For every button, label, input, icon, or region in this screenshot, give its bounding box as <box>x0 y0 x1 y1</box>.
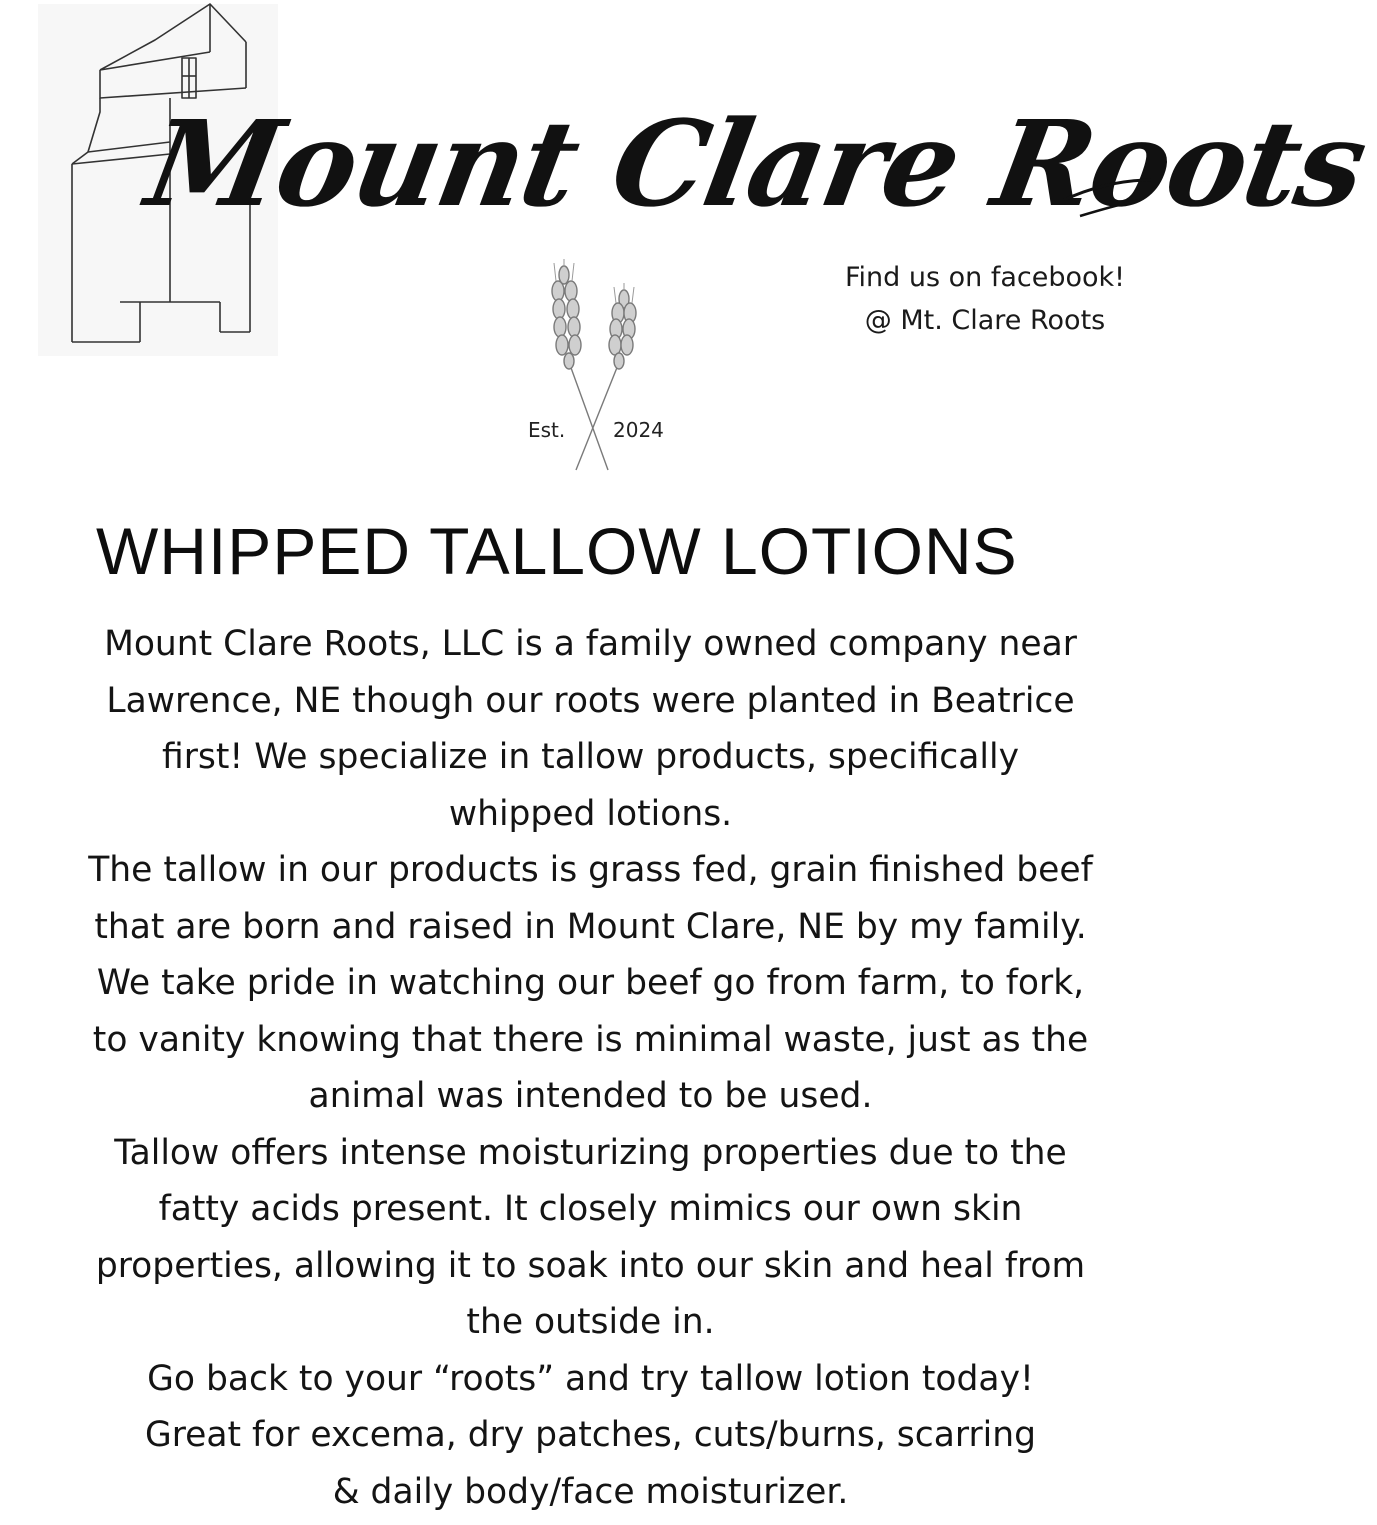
facebook-info <box>800 256 1170 342</box>
est-year: 2024 <box>613 418 664 442</box>
body-line: the outside in. <box>466 1302 715 1342</box>
body-text <box>20 616 1161 1520</box>
body-line: whipped lotions. <box>448 793 733 834</box>
body-line: to vanity knowing that there is minimal waste, just as the <box>92 1019 1089 1060</box>
body-line: Mount Clare Roots, LLC is a family owned company near <box>104 624 1077 664</box>
body-line: The tallow in our products is grass fed, grain finished beef <box>88 850 1093 890</box>
body-line: Great for excema, dry patches, cuts/burns, scarring <box>144 1415 1036 1455</box>
body-line: first! We specialize in tallow products, specifically <box>162 737 1019 777</box>
body-line: properties, allowing it to soak into our skin and heal from <box>95 1245 1086 1286</box>
wheat-icon <box>540 255 650 475</box>
facebook-line-1: Find us on facebook! <box>844 262 1126 293</box>
body-line: & daily body/face moisturizer. <box>332 1471 849 1512</box>
body-line: Tallow offers intense moisturizing properties due to the <box>114 1132 1067 1173</box>
est-label: Est. <box>528 418 566 442</box>
body-line: fatty acids present. It closely mimics our own skin <box>158 1189 1023 1229</box>
brand-logo-text: Mount Clare Roots <box>137 94 1375 233</box>
brand-swash <box>1060 170 1160 230</box>
body-line: Lawrence, NE though our roots were planted in Beatrice <box>106 680 1075 721</box>
body-line: Go back to your “roots” and try tallow lotion today! <box>147 1358 1034 1399</box>
body-line: that are born and raised in Mount Clare, NE by my family. <box>94 906 1087 947</box>
logo-area <box>0 0 1375 480</box>
facebook-handle: @ Mt. Clare Roots <box>864 305 1106 336</box>
headline: WHIPPED TALLOW LOTIONS <box>96 514 1018 588</box>
body-line: We take pride in watching our beef go from farm, to fork, <box>96 963 1085 1003</box>
body-line: animal was intended to be used. <box>308 1076 873 1116</box>
